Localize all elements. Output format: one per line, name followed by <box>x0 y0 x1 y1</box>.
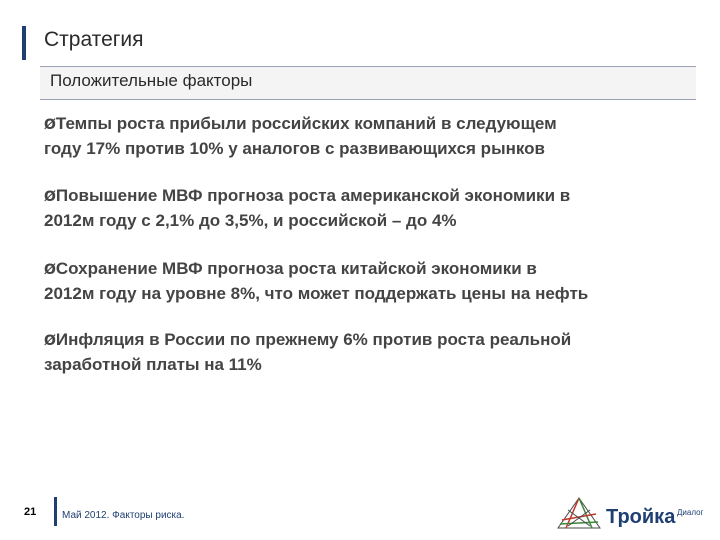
bullet-line: Сохранение МВФ прогноза роста китайской экономики в <box>55 259 537 278</box>
bullet-item <box>44 257 704 306</box>
footer-accent-bar <box>54 497 57 526</box>
bullet-line: Повышение МВФ прогноза роста американской экономики в <box>55 186 571 205</box>
logo-wordmark: Тройка <box>606 506 676 528</box>
bullet-line: году 17% против 10% у аналогов с развивающихся рынков <box>44 139 545 158</box>
page-number: 21 <box>24 506 37 518</box>
bullet-line: Инфляция в России по прежнему 6% против роста реальной <box>55 330 572 349</box>
bullet-item <box>44 184 704 233</box>
bullet-line: Темпы роста прибыли российских компаний в следующем <box>55 114 557 133</box>
bullet-arrow-icon: Ø <box>44 189 56 205</box>
slide-title: Стратегия <box>44 28 144 51</box>
logo-subtext: Диалог <box>677 508 704 517</box>
bullet-line: заработной платы на 11% <box>44 355 262 374</box>
bullet-item <box>44 328 704 377</box>
bullet-item <box>44 112 704 161</box>
footer-caption: Май 2012. Факторы риска. <box>62 510 185 521</box>
title-accent-bar <box>22 26 26 60</box>
bullet-arrow-icon: Ø <box>44 117 56 133</box>
troika-logo-icon <box>556 496 602 530</box>
bullet-arrow-icon: Ø <box>44 262 56 278</box>
bullet-arrow-icon: Ø <box>44 333 56 349</box>
bullet-line: 2012м году на уровне 8%, что может поддержать цены на нефть <box>44 284 589 303</box>
bullet-line: 2012м году с 2,1% до 3,5%, и российской – до 4% <box>44 211 457 230</box>
slide-subtitle: Положительные факторы <box>50 71 253 90</box>
